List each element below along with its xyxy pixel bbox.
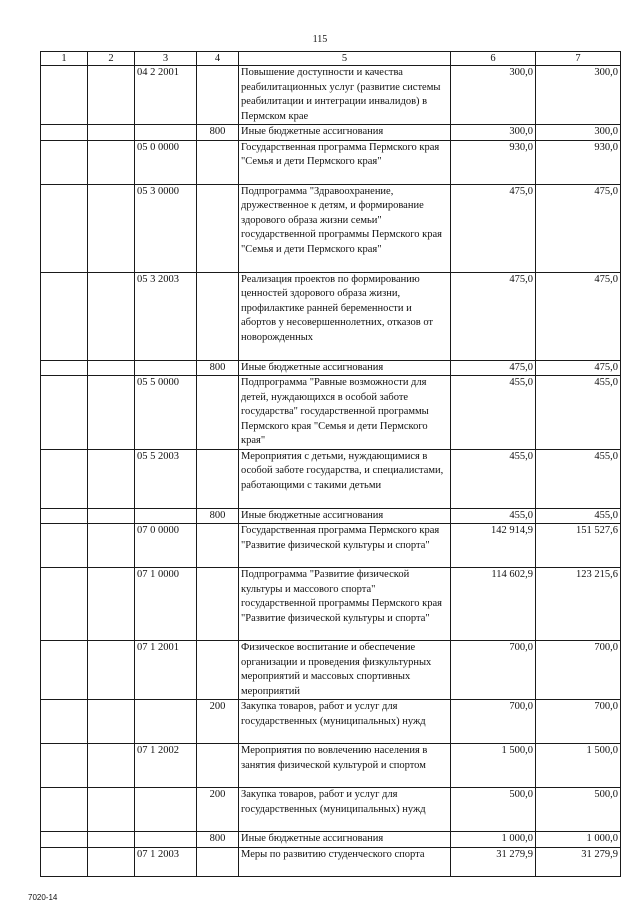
- page-number: 115: [312, 34, 328, 45]
- cell-value-7: 475,0: [536, 360, 621, 376]
- cell-empty: [88, 744, 135, 788]
- cell-empty: [88, 66, 135, 125]
- cell-type: [197, 524, 239, 568]
- cell-name: Реализация проектов по формированию ценностей здорового образа жизни, профилактике ранней беременности и абортов у несовершеннолетних, отказов от новорожденных: [239, 272, 451, 360]
- cell-value-6: 114 602,9: [451, 568, 536, 641]
- cell-value-6: 500,0: [451, 788, 536, 832]
- cell-empty: [88, 449, 135, 508]
- table-row: [41, 360, 621, 376]
- cell-value-6: 142 914,9: [451, 524, 536, 568]
- cell-value-6: 930,0: [451, 140, 536, 184]
- cell-empty: [88, 788, 135, 832]
- cell-value-7: 31 279,9: [536, 847, 621, 876]
- cell-type: [197, 184, 239, 272]
- table-row: [41, 449, 621, 508]
- cell-type: [197, 641, 239, 700]
- cell-empty: [41, 744, 88, 788]
- table-row: [41, 847, 621, 876]
- cell-type: 800: [197, 360, 239, 376]
- cell-name: Меры по развитию студенческого спорта: [239, 847, 451, 876]
- cell-code: [135, 788, 197, 832]
- cell-name: Закупка товаров, работ и услуг для государственных (муниципальных) нужд: [239, 788, 451, 832]
- cell-value-7: 300,0: [536, 125, 621, 141]
- cell-code: [135, 125, 197, 141]
- cell-value-7: 1 500,0: [536, 744, 621, 788]
- cell-empty: [41, 508, 88, 524]
- table-row: [41, 700, 621, 744]
- cell-value-6: 475,0: [451, 184, 536, 272]
- cell-type: 800: [197, 125, 239, 141]
- table-row: [41, 524, 621, 568]
- cell-empty: [88, 641, 135, 700]
- cell-name: Физическое воспитание и обеспечение организации и проведения физкультурных мероприятий и массовых спортивных мероприятий: [239, 641, 451, 700]
- cell-type: [197, 744, 239, 788]
- cell-value-6: 455,0: [451, 449, 536, 508]
- cell-value-7: 455,0: [536, 449, 621, 508]
- cell-value-6: 700,0: [451, 641, 536, 700]
- cell-type: [197, 568, 239, 641]
- cell-type: [197, 376, 239, 450]
- cell-value-6: 475,0: [451, 360, 536, 376]
- cell-type: [197, 847, 239, 876]
- budget-table: [40, 51, 621, 877]
- cell-value-7: 700,0: [536, 700, 621, 744]
- col-header-7: 7: [536, 52, 621, 66]
- cell-value-7: 123 215,6: [536, 568, 621, 641]
- cell-empty: [88, 700, 135, 744]
- cell-empty: [41, 524, 88, 568]
- cell-name: Иные бюджетные ассигнования: [239, 508, 451, 524]
- cell-empty: [88, 125, 135, 141]
- cell-value-7: 455,0: [536, 376, 621, 450]
- cell-code: 05 3 2003: [135, 272, 197, 360]
- cell-code: 07 0 0000: [135, 524, 197, 568]
- cell-type: [197, 272, 239, 360]
- cell-empty: [41, 449, 88, 508]
- cell-empty: [41, 641, 88, 700]
- cell-value-6: 475,0: [451, 272, 536, 360]
- col-header-4: 4: [197, 52, 239, 66]
- cell-empty: [41, 272, 88, 360]
- table-row: [41, 744, 621, 788]
- cell-code: [135, 832, 197, 848]
- table-row: [41, 568, 621, 641]
- cell-value-6: 455,0: [451, 508, 536, 524]
- cell-name: Закупка товаров, работ и услуг для государственных (муниципальных) нужд: [239, 700, 451, 744]
- cell-value-6: 300,0: [451, 125, 536, 141]
- cell-name: Мероприятия с детьми, нуждающимися в особой заботе государства, и специалистами, работающими с такими детьми: [239, 449, 451, 508]
- cell-value-7: 700,0: [536, 641, 621, 700]
- cell-name: Государственная программа Пермского края "Семья и дети Пермского края": [239, 140, 451, 184]
- cell-name: Государственная программа Пермского края "Развитие физической культуры и спорта": [239, 524, 451, 568]
- cell-code: 05 5 2003: [135, 449, 197, 508]
- col-header-3: 3: [135, 52, 197, 66]
- col-header-5: 5: [239, 52, 451, 66]
- cell-value-6: 300,0: [451, 66, 536, 125]
- cell-code: 07 1 2003: [135, 847, 197, 876]
- cell-empty: [88, 847, 135, 876]
- cell-code: 07 1 0000: [135, 568, 197, 641]
- cell-value-7: 455,0: [536, 508, 621, 524]
- cell-value-7: 300,0: [536, 66, 621, 125]
- cell-empty: [88, 508, 135, 524]
- col-header-6: 6: [451, 52, 536, 66]
- cell-type: [197, 140, 239, 184]
- cell-empty: [41, 700, 88, 744]
- cell-value-6: 1 500,0: [451, 744, 536, 788]
- table-row: [41, 184, 621, 272]
- cell-code: [135, 508, 197, 524]
- cell-value-7: 151 527,6: [536, 524, 621, 568]
- table-row: [41, 788, 621, 832]
- cell-name: Мероприятия по вовлечению населения в занятия физической культурой и спортом: [239, 744, 451, 788]
- cell-code: [135, 360, 197, 376]
- cell-type: [197, 66, 239, 125]
- cell-code: 05 3 0000: [135, 184, 197, 272]
- table-row: [41, 272, 621, 360]
- cell-empty: [88, 376, 135, 450]
- cell-type: 800: [197, 508, 239, 524]
- cell-empty: [88, 360, 135, 376]
- cell-empty: [41, 140, 88, 184]
- cell-name: Иные бюджетные ассигнования: [239, 360, 451, 376]
- cell-name: Подпрограмма "Развитие физической культуры и массового спорта" государственной программы Пермского края "Развитие физической культуры и спорта": [239, 568, 451, 641]
- cell-value-7: 930,0: [536, 140, 621, 184]
- cell-empty: [41, 788, 88, 832]
- cell-value-6: 1 000,0: [451, 832, 536, 848]
- cell-empty: [41, 568, 88, 641]
- cell-value-6: 455,0: [451, 376, 536, 450]
- cell-empty: [41, 376, 88, 450]
- cell-value-6: 31 279,9: [451, 847, 536, 876]
- col-header-1: 1: [41, 52, 88, 66]
- cell-name: Повышение доступности и качества реабилитационных услуг (развитие системы реабилитации и интеграции инвалидов) в Пермском крае: [239, 66, 451, 125]
- table-row: [41, 641, 621, 700]
- cell-empty: [41, 847, 88, 876]
- table-row: [41, 140, 621, 184]
- cell-empty: [41, 832, 88, 848]
- cell-empty: [88, 568, 135, 641]
- cell-code: 05 0 0000: [135, 140, 197, 184]
- cell-value-7: 475,0: [536, 272, 621, 360]
- header-row: [41, 52, 621, 66]
- cell-value-6: 700,0: [451, 700, 536, 744]
- cell-type: 200: [197, 700, 239, 744]
- document-code: 7020-14: [28, 893, 58, 902]
- cell-empty: [88, 140, 135, 184]
- cell-type: 200: [197, 788, 239, 832]
- cell-code: 07 1 2002: [135, 744, 197, 788]
- cell-name: Иные бюджетные ассигнования: [239, 832, 451, 848]
- cell-empty: [88, 272, 135, 360]
- cell-code: 07 1 2001: [135, 641, 197, 700]
- cell-code: [135, 700, 197, 744]
- cell-value-7: 475,0: [536, 184, 621, 272]
- cell-empty: [88, 832, 135, 848]
- cell-empty: [41, 360, 88, 376]
- table-row: [41, 125, 621, 141]
- cell-empty: [41, 66, 88, 125]
- cell-empty: [88, 524, 135, 568]
- cell-value-7: 500,0: [536, 788, 621, 832]
- cell-empty: [41, 125, 88, 141]
- cell-type: 800: [197, 832, 239, 848]
- table-row: [41, 376, 621, 450]
- cell-name: Подпрограмма "Здравоохранение, дружественное к детям, и формирование здорового образа жизни семьи" государственной программы Пермского края "Семья и дети Пермского края": [239, 184, 451, 272]
- col-header-2: 2: [88, 52, 135, 66]
- cell-name: Подпрограмма "Равные возможности для детей, нуждающихся в особой заботе государства" государственной программы Пермского края "Семья и дети Пермского края": [239, 376, 451, 450]
- table-row: [41, 66, 621, 125]
- table-row: [41, 508, 621, 524]
- cell-empty: [41, 184, 88, 272]
- cell-type: [197, 449, 239, 508]
- cell-name: Иные бюджетные ассигнования: [239, 125, 451, 141]
- table-row: [41, 832, 621, 848]
- cell-value-7: 1 000,0: [536, 832, 621, 848]
- cell-empty: [88, 184, 135, 272]
- cell-code: 04 2 2001: [135, 66, 197, 125]
- cell-code: 05 5 0000: [135, 376, 197, 450]
